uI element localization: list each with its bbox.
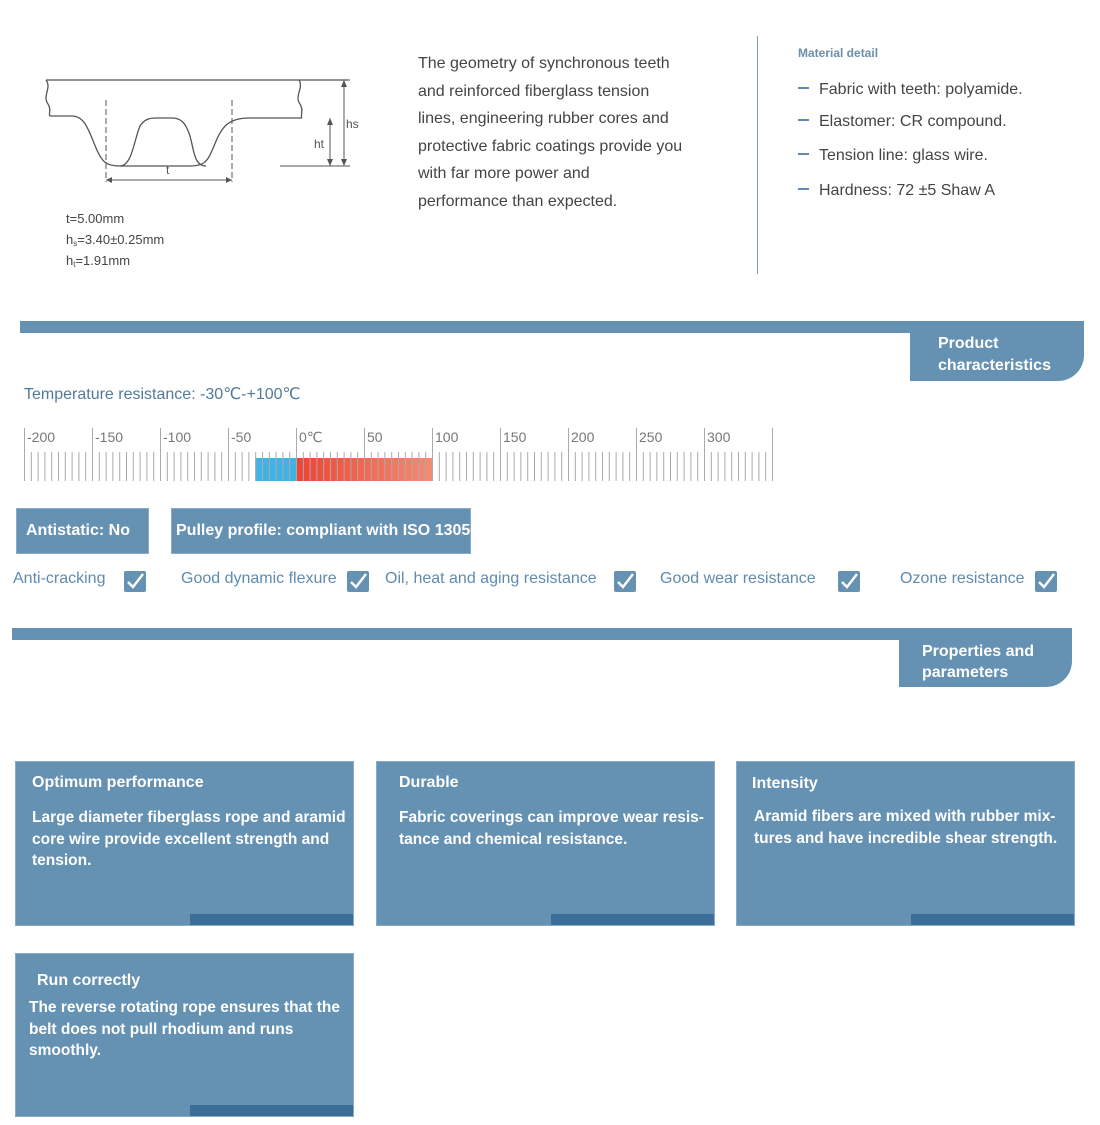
scale-label: 50	[367, 429, 383, 445]
feature-wear-resistance: Good wear resistance	[660, 570, 816, 587]
hs-label: hs	[346, 117, 359, 131]
check-icon	[838, 571, 860, 592]
dash-icon	[798, 188, 809, 190]
check-icon	[1035, 571, 1057, 592]
scale-label: 300	[707, 429, 731, 445]
tab-line: Product	[938, 335, 999, 352]
material-item-fabric	[798, 81, 1023, 99]
section-tab-characteristics	[910, 323, 1084, 381]
material-item-text: Fabric with teeth: polyamide.	[819, 81, 1023, 98]
spec-ht-base: h	[66, 253, 74, 268]
scale-label: -100	[163, 429, 192, 445]
spec-hs-base: h	[66, 232, 74, 247]
card-body-line: The reverse rotating rope ensures that the	[29, 999, 340, 1016]
check-icon	[614, 571, 636, 592]
card-run-correctly	[15, 953, 354, 1117]
dash-icon	[798, 153, 809, 155]
card-title: Optimum performance	[32, 774, 204, 791]
card-body	[32, 807, 346, 872]
scale-label: -200	[27, 429, 56, 445]
vertical-divider	[757, 36, 758, 274]
card-accent-strip	[190, 1105, 353, 1116]
card-accent-strip	[911, 914, 1074, 925]
tab-line: characteristics	[938, 357, 1051, 374]
intro-line: The geometry of synchronous teeth	[418, 55, 670, 72]
card-body-line: smoothly.	[29, 1042, 102, 1059]
card-body-line: Large diameter fiberglass rope and aramid	[32, 809, 346, 826]
card-title: Intensity	[752, 775, 818, 792]
temperature-scale	[24, 428, 774, 484]
tooth-profile-diagram	[40, 70, 370, 195]
card-body-line: Fabric coverings can improve wear resis-	[399, 809, 704, 826]
card-accent-strip	[190, 914, 353, 925]
section-tab-properties	[899, 630, 1072, 687]
card-durable	[376, 761, 715, 926]
card-optimum-performance	[15, 761, 354, 926]
spec-ht-value: =1.91mm	[75, 253, 131, 268]
card-body	[29, 997, 340, 1062]
card-body-line: tension.	[32, 852, 92, 869]
spec-hs-value: =3.40±0.25mm	[77, 232, 165, 247]
temperature-resistance-label: Temperature resistance: -30℃-+100℃	[24, 386, 301, 403]
spec-t-value: =5.00mm	[69, 211, 125, 226]
intro-line: and reinforced fiberglass tension	[418, 82, 650, 100]
spec-hs	[66, 233, 164, 246]
intro-line: with far more power and	[418, 165, 590, 183]
check-icon	[347, 571, 369, 592]
material-item-hardness	[798, 182, 995, 200]
card-body	[399, 807, 704, 850]
scale-label: 0℃	[299, 429, 323, 445]
feature-dynamic-flexure: Good dynamic flexure	[181, 570, 337, 587]
ht-label: ht	[314, 137, 325, 151]
material-detail-title: Material detail	[798, 46, 879, 60]
card-body-line: belt does not pull rhodium and runs	[29, 1020, 294, 1038]
scale-label: 100	[435, 429, 459, 445]
tab-line: parameters	[922, 664, 1009, 681]
scale-label: -50	[231, 429, 252, 445]
dash-icon	[798, 87, 809, 89]
intro-paragraph	[418, 50, 728, 216]
material-item-text: Elastomer: CR compound.	[819, 113, 1007, 130]
spec-hs-sub: s	[73, 239, 78, 248]
scale-label: 150	[503, 429, 527, 445]
antistatic-badge: Antistatic: No	[16, 508, 149, 554]
card-body-line: Aramid fibers are mixed with rubber mix-	[754, 808, 1056, 825]
scale-label: 250	[639, 429, 663, 445]
feature-anti-cracking: Anti-cracking	[13, 570, 106, 587]
tab-line: Properties and	[922, 643, 1035, 660]
check-icon	[124, 571, 146, 592]
pulley-profile-badge: Pulley profile: compliant with ISO 13050	[171, 508, 471, 554]
feature-ozone-resistance: Ozone resistance	[900, 570, 1025, 587]
t-label: t	[166, 163, 170, 177]
card-body-line: tures and have incredible shear strength.	[754, 829, 1058, 847]
material-item-text: Hardness: 72 ±5 Shaw A	[819, 182, 995, 199]
scale-label: -150	[95, 429, 124, 445]
spec-ht	[66, 254, 130, 267]
card-body-line: core wire provide excellent strength and	[32, 830, 330, 848]
intro-line: performance than expected.	[418, 192, 618, 210]
spec-t	[66, 212, 124, 225]
material-item-text: Tension line: glass wire.	[819, 147, 988, 164]
intro-line: lines, engineering rubber cores and	[418, 110, 669, 128]
card-title: Run correctly	[37, 972, 141, 989]
scale-label: 200	[571, 429, 595, 445]
spec-ht-sub: t	[73, 260, 76, 269]
card-accent-strip	[551, 914, 714, 925]
card-body	[754, 806, 1057, 849]
card-intensity	[736, 761, 1075, 926]
feature-oil-heat-aging: Oil, heat and aging resistance	[385, 570, 597, 587]
card-body-line: tance and chemical resistance.	[399, 830, 628, 848]
card-title: Durable	[399, 774, 459, 791]
material-item-tension-line	[798, 147, 988, 165]
intro-line: protective fabric coatings provide you	[418, 137, 683, 155]
dash-icon	[798, 119, 809, 121]
spec-t-base: t	[66, 211, 70, 226]
material-item-elastomer	[798, 113, 1007, 131]
